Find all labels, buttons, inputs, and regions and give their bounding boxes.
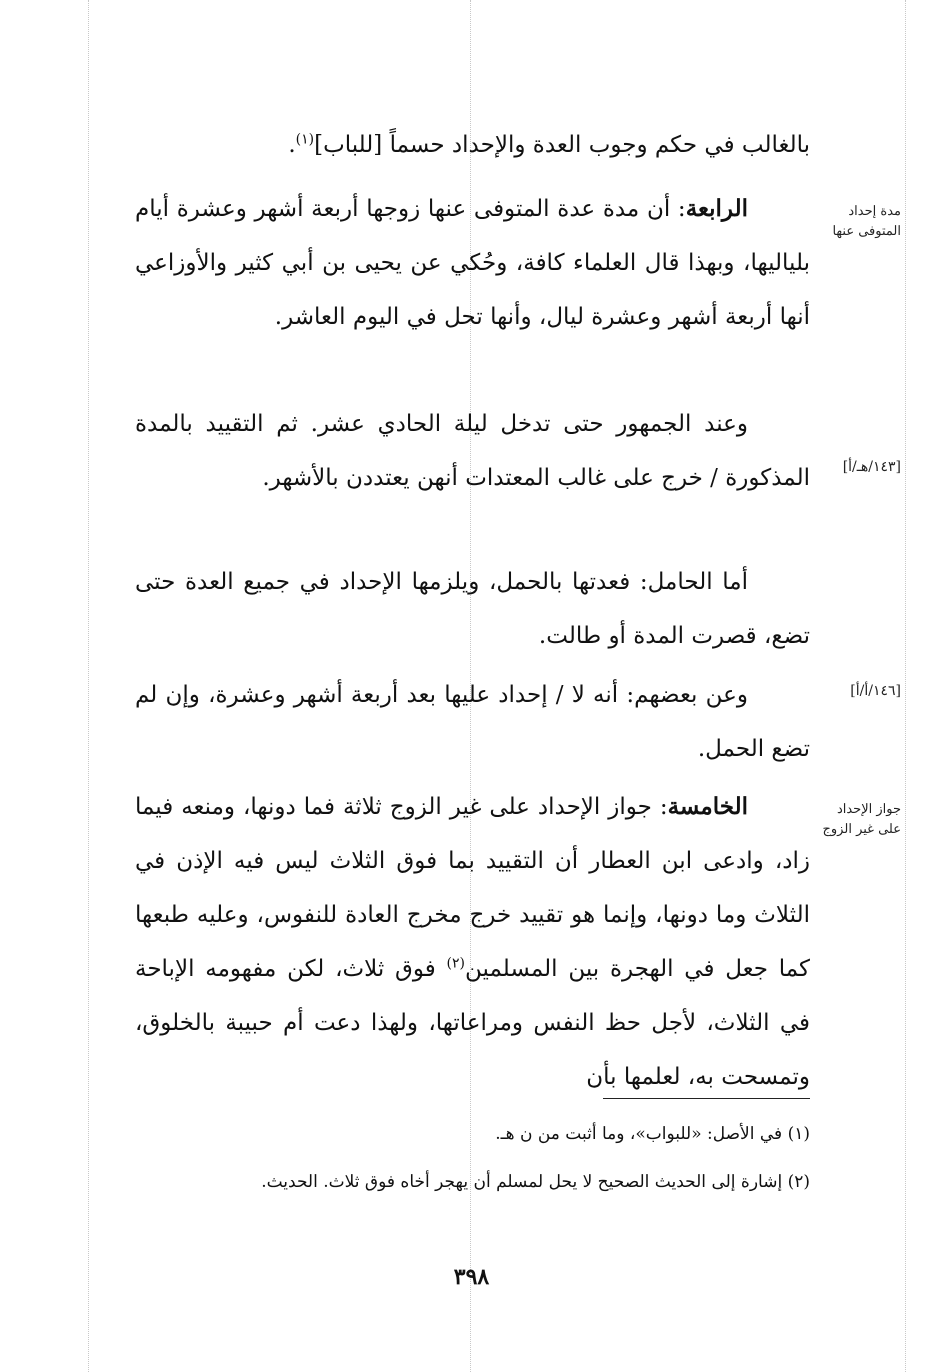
paragraph-0 [135,118,810,172]
paragraph-3-text: أما الحامل: فعدتها بالحمل، ويلزمها الإحداد في جميع العدة حتى تضع، قصرت المدة أو طالت. [135,569,810,649]
paragraph-5-text-a: : جواز الإحداد على غير الزوج ثلاثة فما دونها، ومنعه فيما زاد، وادعى ابن العطار أن التقييد بما فوق الثلاث ليس فيه الإذن في الثلاث وما دونها، وإنما هو تقييد خرج مخرج العادة للنفوس، وعليه طبعها كما جعل في الهجرة بين المسلمين [135,794,810,982]
paragraph-0-text: بالغالب في حكم وجوب العدة والإحداد حسماً [للباب] [314,132,810,158]
paragraph-4 [135,668,810,776]
footnote-separator [603,1098,810,1099]
paragraph-2-text: وعند الجمهور حتى تدخل ليلة الحادي عشر. ثم التقييد بالمدة المذكورة / خرج على غالب المعتدات أنهن يعتددن بالأشهر. [135,411,810,491]
folio-marker-1: [١٤٣/هـ/أ] [842,459,901,475]
paragraph-5-label: الخامسة [667,793,748,820]
footnote-ref-2[interactable]: (٢) [446,955,465,972]
scan-guide-line [905,0,906,1372]
footnote-1: (١) في الأصل: «للبواب»، وما أثبت من ن هـ. [495,1124,810,1144]
margin-note-2: جواز الإحداد على غير الزوج [822,802,901,837]
paragraph-1 [135,182,810,344]
footnote-2: (٢) إشارة إلى الحديث الصحيح لا يحل لمسلم أن يهجر أخاه فوق ثلاث. الحديث. [261,1172,810,1192]
paragraph-4-text: وعن بعضهم: أنه لا / إحداد عليها بعد أربعة أشهر وعشرة، وإن لم تضع الحمل. [135,682,810,762]
paragraph-1-label: الرابعة [685,195,748,222]
margin-note-1: مدة إحداد المتوفى عنها [832,204,901,239]
paragraph-1-text: : أن مدة عدة المتوفى عنها زوجها أربعة أشهر وعشرة أيام بلياليها، وبهذا قال العلماء كافة، وحُكي عن يحيى بن أبي كثير والأوزاعي أنها أربعة أشهر وعشرة ليال، وأنها تحل في اليوم العاشر. [135,196,810,330]
footnote-ref-1[interactable]: (١) [295,131,315,148]
page-number: ٣٩٨ [453,1264,490,1290]
paragraph-5 [135,780,810,1104]
paragraph-5-text-b: فوق ثلاث، لكن مفهومه الإباحة في الثلاث، لأجل حظ النفس ومراعاتها، ولهذا دعت أم حبيبة بالخلوق، وتمسحت به، لعلمها بأن [135,956,810,1090]
scan-guide-line [88,0,89,1372]
paragraph-2 [135,397,810,505]
paragraph-0-end: . [288,132,296,158]
paragraph-3 [135,555,810,663]
folio-marker-2: [١٤٦/أ/أ] [850,683,901,699]
